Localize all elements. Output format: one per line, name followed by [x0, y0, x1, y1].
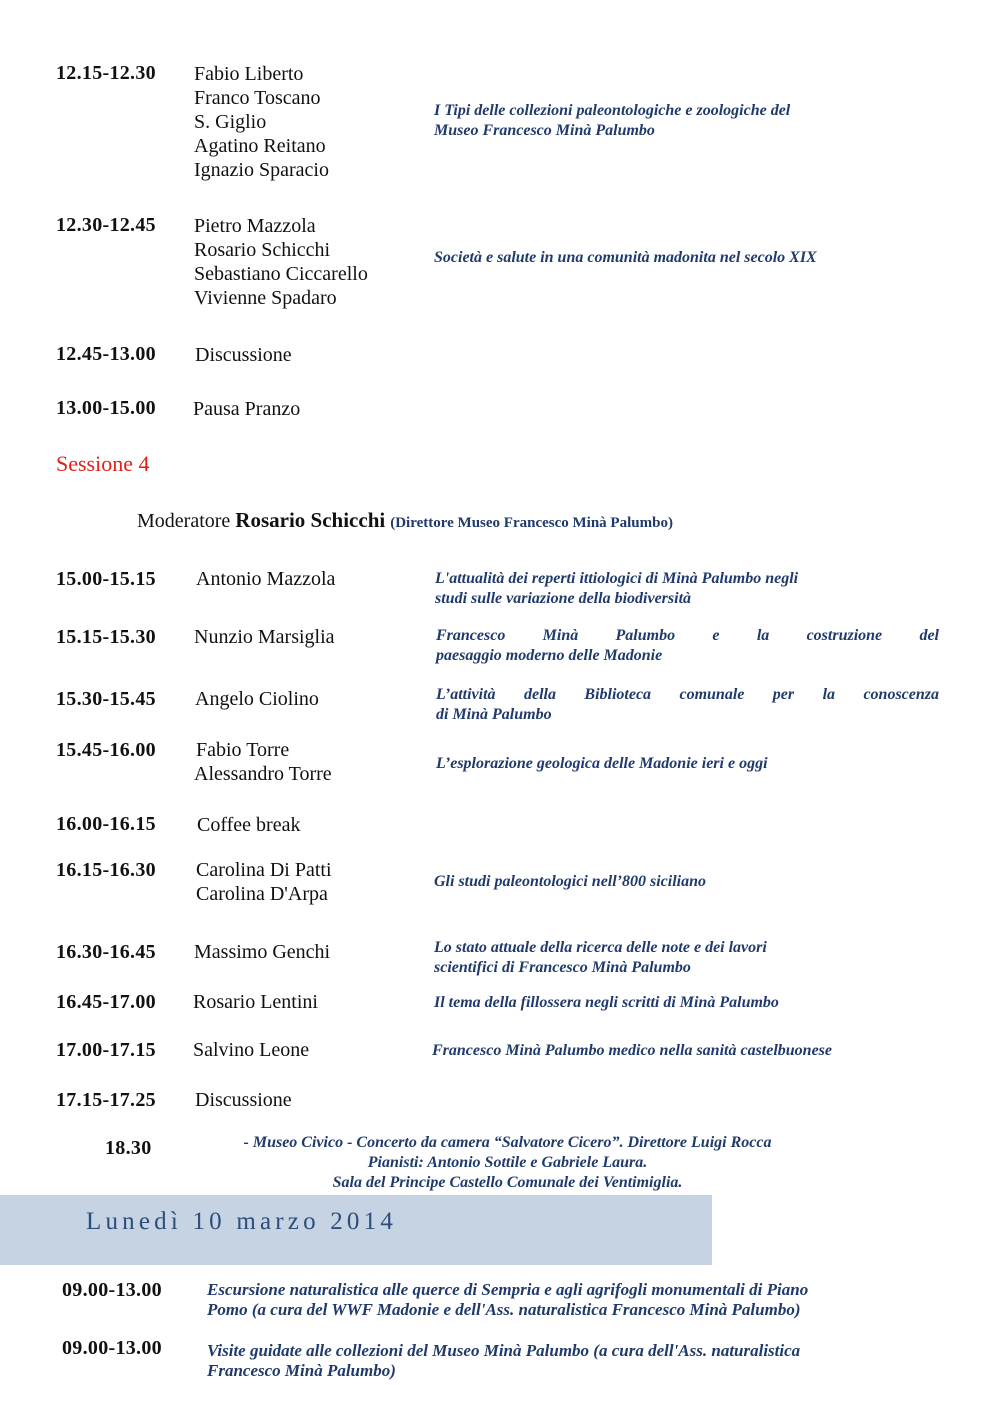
event-line: Sala del Principe Castello Comunale dei Ventimiglia.	[332, 1174, 683, 1191]
talk-title-line: scientifici di Francesco Minà Palumbo	[434, 959, 691, 976]
time-slot: 16.00-16.15	[56, 813, 156, 835]
speaker-name: S. Giglio	[194, 111, 267, 133]
talk-title-line: L’attività della Biblioteca comunale per la conoscenza	[436, 686, 939, 703]
talk-title-line: studi sulle variazione della biodiversità	[435, 590, 692, 607]
talk-title-line: di Minà Palumbo	[436, 706, 552, 723]
time-slot: 15.30-15.45	[56, 688, 156, 710]
time-slot: 15.45-16.00	[56, 739, 156, 761]
session-heading: Sessione 4	[56, 451, 150, 476]
speaker-name: Rosario Lentini	[193, 991, 318, 1013]
time-slot: 12.45-13.00	[56, 343, 156, 365]
talk-title-line: Francesco Minà Palumbo e la costruzione del	[436, 627, 939, 644]
moderator-role: (Direttore Museo Francesco Minà Palumbo)	[390, 515, 673, 531]
event-line: Visite guidate alle collezioni del Museo Minà Palumbo (a cura dell'Ass. naturalistica	[207, 1341, 801, 1360]
time-slot: 17.00-17.15	[56, 1039, 156, 1061]
talk-title-line: Museo Francesco Minà Palumbo	[434, 122, 655, 139]
time-slot: 15.00-15.15	[56, 568, 156, 590]
day-header: Lunedì 10 marzo 2014	[86, 1208, 398, 1235]
speaker-name: Agatino Reitano	[194, 135, 326, 157]
speaker-name: Carolina Di Patti	[196, 859, 332, 881]
time-slot: 16.45-17.00	[56, 991, 156, 1013]
talk-title-line: Il tema della fillossera negli scritti di Minà Palumbo	[434, 994, 779, 1011]
session-item: Coffee break	[197, 814, 301, 836]
speaker-list	[196, 738, 332, 786]
talk-title-line: Gli studi paleontologici nell’800 siciliano	[434, 873, 707, 890]
moderator-name: Rosario Schicchi	[235, 508, 386, 532]
moderator-line	[137, 508, 673, 533]
speaker-name: Carolina D'Arpa	[196, 883, 328, 905]
time-slot: 15.15-15.30	[56, 626, 156, 648]
talk-title	[434, 872, 706, 892]
event-description	[207, 1341, 800, 1381]
speaker-name: Pietro Mazzola	[194, 215, 316, 237]
time-slot: 18.30	[105, 1137, 152, 1159]
session-item: Discussione	[195, 1089, 292, 1111]
talk-title-line: paesaggio moderno delle Madonie	[436, 647, 663, 664]
talk-title	[434, 101, 790, 141]
speaker-name: Vivienne Spadaro	[194, 287, 337, 309]
speaker-name: Rosario Schicchi	[194, 239, 331, 261]
talk-title-line: I Tipi delle collezioni paleontologiche e zoologiche del	[434, 102, 791, 119]
event-line: Pomo (a cura del WWF Madonie e dell'Ass. naturalistica Francesco Minà Palumbo)	[207, 1300, 801, 1319]
speaker-name: Angelo Ciolino	[195, 688, 319, 710]
event-description	[220, 1133, 795, 1193]
speaker-list	[196, 858, 332, 906]
speaker-name: Franco Toscano	[194, 87, 321, 109]
talk-title	[435, 569, 941, 609]
speaker-name: Ignazio Sparacio	[194, 159, 329, 181]
talk-title	[436, 626, 939, 666]
time-slot: 17.15-17.25	[56, 1089, 156, 1111]
talk-title-line: Lo stato attuale della ricerca delle note e dei lavori	[434, 939, 767, 956]
speaker-name: Alessandro Torre	[194, 763, 332, 785]
session-item: Discussione	[195, 344, 292, 366]
event-line: Pianisti: Antonio Sottile e Gabriele Laura.	[367, 1154, 648, 1171]
event-description	[207, 1280, 808, 1320]
event-line: Francesco Minà Palumbo)	[207, 1361, 396, 1380]
speaker-name: Massimo Genchi	[194, 941, 331, 963]
talk-title	[434, 248, 817, 268]
time-slot: 12.15-12.30	[56, 62, 156, 84]
time-slot: 13.00-15.00	[56, 397, 156, 419]
speaker-name: Antonio Mazzola	[196, 568, 336, 590]
moderator-prefix: Moderatore	[137, 510, 231, 532]
time-slot: 16.30-16.45	[56, 941, 156, 963]
event-line: - Museo Civico - Concerto da camera “Salvatore Cicero”. Direttore Luigi Rocca	[243, 1134, 772, 1151]
talk-title	[436, 754, 768, 774]
time-slot: 09.00-13.00	[62, 1337, 162, 1359]
talk-title-line: Francesco Minà Palumbo medico nella sanità castelbuonese	[432, 1042, 833, 1059]
time-slot: 09.00-13.00	[62, 1279, 162, 1301]
session-item: Pausa Pranzo	[193, 398, 301, 420]
time-slot: 16.15-16.30	[56, 859, 156, 881]
speaker-name: Sebastiano Ciccarello	[194, 263, 368, 285]
talk-title	[434, 993, 779, 1013]
speaker-list	[194, 214, 368, 310]
event-line: Escursione naturalistica alle querce di Sempria e agli agrifogli monumentali di Piano	[207, 1280, 809, 1299]
talk-title-line: L'attualità dei reperti ittiologici di Minà Palumbo negli	[435, 570, 799, 587]
speaker-name: Salvino Leone	[193, 1039, 310, 1061]
talk-title	[436, 685, 939, 725]
talk-title-line: L’esplorazione geologica delle Madonie ieri e oggi	[436, 755, 768, 772]
time-slot: 12.30-12.45	[56, 214, 156, 236]
talk-title	[432, 1041, 832, 1061]
talk-title-line: Società e salute in una comunità madonita nel secolo XIX	[434, 249, 817, 266]
talk-title	[434, 938, 767, 978]
speaker-name: Fabio Liberto	[194, 63, 304, 85]
speaker-name: Fabio Torre	[196, 739, 290, 761]
speaker-list	[194, 62, 329, 182]
speaker-name: Nunzio Marsiglia	[194, 626, 335, 648]
